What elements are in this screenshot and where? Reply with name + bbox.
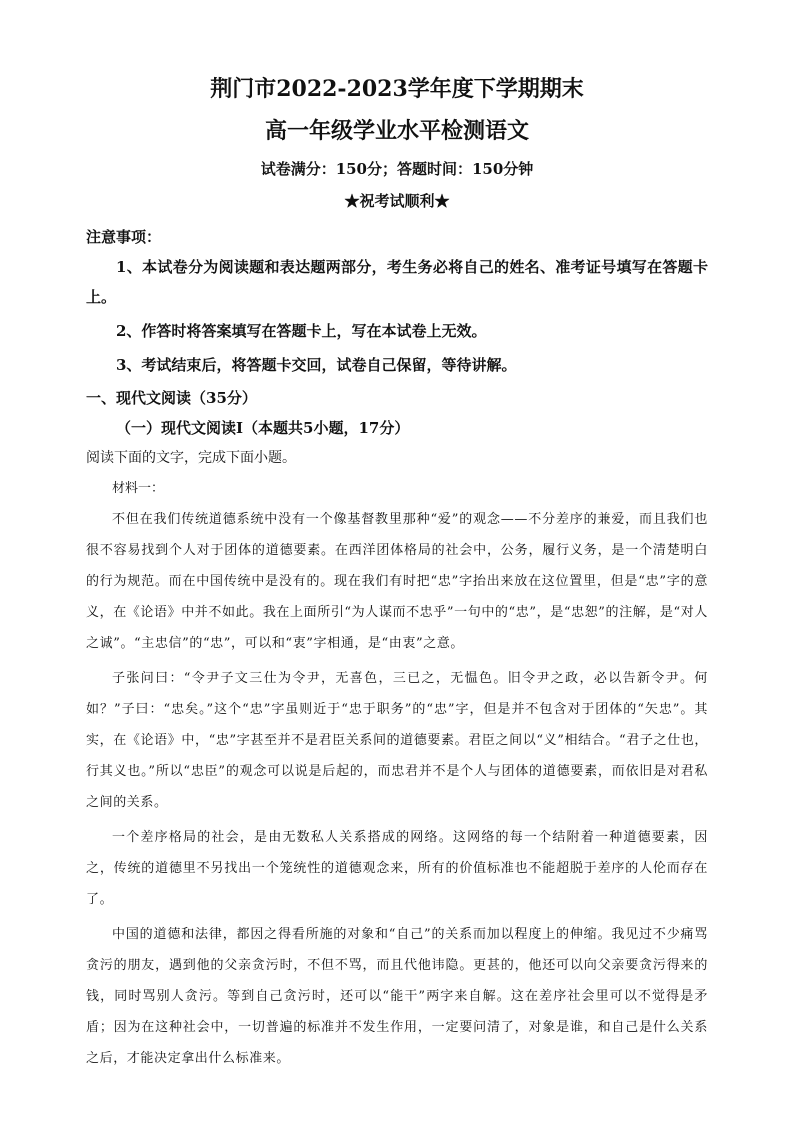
material-paragraph-3: 一个差序格局的社会，是由无数私人关系搭成的网络。这网络的每一个结附着一种道德要素，因之，传统的道德里不另找出一个笼统性的道德观念来，所有的价值标准也不能超脱于差序的人伦而存在了。: [86, 830, 708, 907]
material-label: 材料一：: [112, 481, 165, 496]
note-item-2: 2、作答时将答案填写在答题卡上，写在本试卷上无效。: [116, 322, 487, 340]
material-paragraph-2: 子张问曰：“令尹子文三仕为令尹，无喜色，三已之，无愠色。旧令尹之政，必以告新令尹。何如？”子曰：“忠矣。”这个“忠”字虽则近于“忠于职务”的“忠”字，但是并不包含对于团体的“矢忠”。其实，在《论语》中，“忠”字甚至并不是君臣关系间的道德要素。君臣之间以“义”相结合。“君子之仕也，行其义也。”所以“忠臣”的观念可以说是后起的，而忠君并不是个人与团体的道德要素，而依旧是对君私之间的关系。: [86, 671, 708, 810]
notes-title: 注意事项：: [86, 228, 162, 246]
material-paragraph-4: 中国的道德和法律，都因之得看所施的对象和“自己”的关系而加以程度上的伸缩。我见过不少痛骂贪污的朋友，遇到他的父亲贪污时，不但不骂，而且代他讳隐。更甚的，他还可以向父亲要贪污得来的钱，同时骂别人贪污。等到自己贪污时，还可以“能干”两字来自解。这在差序社会里可以不觉得是矛盾；因为在这种社会中，一切普遍的标准并不发生作用，一定要问清了，对象是谁，和自己是什么关系之后，才能决定拿出什么标准来。: [86, 927, 708, 1066]
exam-title-line2: 高一年级学业水平检测语文: [264, 118, 529, 144]
subsection-heading: （一）现代文阅读Ⅰ（本题共5小题，17分）: [116, 419, 410, 437]
exam-meta: 试卷满分：150分；答题时间：150分钟: [260, 160, 534, 178]
exam-title-line1: 荆门市2022-2023学年度下学期期末: [210, 76, 584, 102]
material-paragraph-1: 不但在我们传统道德系统中没有一个像基督教里那种“爱”的观念——不分差序的兼爱，而且我们也很不容易找到个人对于团体的道德要素。在西洋团体格局的社会中，公务，履行义务，是一个清楚明白的行为规范。而在中国传统中是没有的。现在我们有时把“忠”字抬出来放在这位置里，但是“忠”字的意义，在《论语》中并不如此。我在上面所引“为人谋而不忠乎”一句中的“忠”，是“忠恕”的注解，是“对人之诚”。“主忠信”的“忠”，可以和“衷”字相通，是“由衷”之意。: [86, 512, 708, 651]
reading-instruction: 阅读下面的文字，完成下面小题。: [86, 450, 296, 466]
note-item-1: 1、本试卷分为阅读题和表达题两部分，考生务必将自己的姓名、准考证号填写在答题卡上。: [86, 258, 708, 306]
exam-wish: ★祝考试顺利★: [344, 192, 450, 210]
section-heading: 一、现代文阅读（35分）: [86, 389, 257, 407]
note-item-3: 3、考试结束后，将答题卡交回，试卷自己保留，等待讲解。: [116, 356, 517, 374]
